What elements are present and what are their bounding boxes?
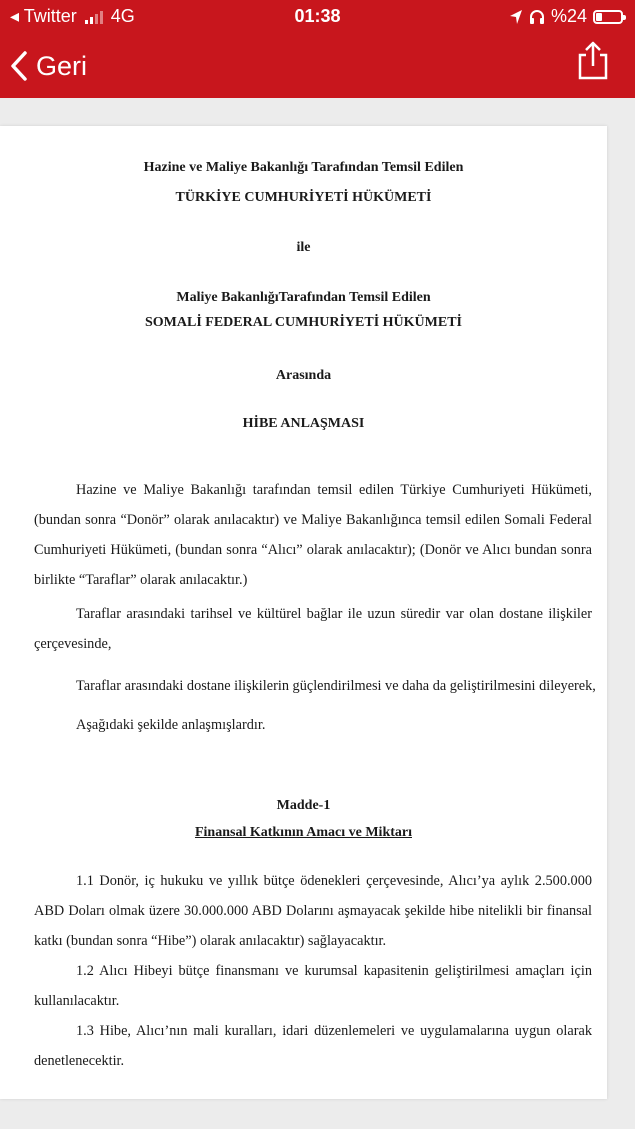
preamble-p1-line-4: birlikte “Taraflar” olarak anılacaktır.): [34, 572, 248, 588]
headphones-icon: [529, 9, 545, 25]
status-bar: [0, 0, 635, 34]
clause-1-3: [34, 1016, 592, 1076]
clause-1-3-line-1: 1.3 Hibe, Alıcı’nın mali kuralları, idari düzenlemeleri ve uygulamalarına uygun olarak: [76, 1023, 592, 1039]
app-top-bar: [0, 0, 635, 98]
clause-1-2: [34, 956, 592, 1016]
network-type: 4G: [110, 6, 135, 26]
article-subtitle: Finansal Katkının Amacı ve Miktarı: [194, 825, 412, 840]
preamble-paragraph-4: [34, 710, 592, 740]
clause-1-2-line-1: 1.2 Alıcı Hibeyi bütçe finansmanı ve kurumsal kapasitenin geliştirilmesi amaçları için: [76, 963, 592, 979]
preamble-paragraph-3: [34, 671, 596, 701]
carrier-back-link[interactable]: ◂ Twitter: [10, 6, 77, 26]
status-right: [509, 6, 623, 27]
document-title: HİBE ANLAŞMASI: [242, 416, 365, 431]
chevron-left-icon: [10, 51, 28, 81]
preamble-p1-line-2: (bundan sonra “Donör” olarak anılacaktır) ve Maliye Bakanlığınca temsil edilen Somali Federal: [34, 512, 592, 528]
clause-1-1-line-1: 1.1 Donör, iç hukuku ve yıllık bütçe ödenekleri çerçevesinde, Alıcı’ya aylık 2.500.000: [76, 873, 592, 889]
document-page: [0, 126, 607, 1099]
preamble-paragraph-2: [34, 599, 592, 659]
preamble-p1-line-3: Cumhuriyeti Hükümeti, (bundan sonra “Alıcı” olarak anılacaktır); (Donör ve Alıcı bundan sonra: [34, 542, 592, 558]
clause-1-1: [34, 866, 592, 956]
location-arrow-icon: [509, 9, 523, 25]
clause-1-1-line-3: katkı (bundan sonra “Hibe”) olarak anılacaktır) sağlayacaktır.: [34, 933, 387, 949]
header-line-5: SOMALİ FEDERAL CUMHURİYETİ HÜKÜMETİ: [145, 315, 462, 330]
battery-icon: [593, 10, 623, 24]
back-button[interactable]: [10, 44, 87, 88]
clause-1-2-line-2: kullanılacaktır.: [34, 993, 120, 1009]
preamble-p2-line-2: çerçevesinde,: [34, 636, 112, 652]
share-icon[interactable]: [575, 40, 611, 80]
header-line-1: Hazine ve Maliye Bakanlığı Tarafından Temsil Edilen: [143, 160, 464, 175]
header-line-6: Arasında: [275, 368, 332, 383]
preamble-p2-line-1: Taraflar arasındaki tarihsel ve kültürel bağlar ile uzun süredir var olan dostane ilişkiler: [76, 606, 592, 622]
clause-1-1-line-2: ABD Doları olmak üzere 30.000.000 ABD Dolarını aşmayacak şekilde hibe nitelikli bir finansal: [34, 903, 592, 919]
battery-percent: %24: [550, 6, 587, 26]
status-left: [10, 6, 135, 27]
preamble-paragraph-1: [34, 475, 592, 595]
preamble-p1-line-1: Hazine ve Maliye Bakanlığı tarafından temsil edilen Türkiye Cumhuriyeti Hükümeti,: [76, 482, 592, 498]
back-label: Geri: [36, 50, 88, 81]
header-line-3: ile: [296, 240, 311, 255]
signal-bars-icon: [85, 10, 103, 24]
status-time: 01:38: [294, 6, 341, 26]
article-title: Madde-1: [276, 798, 331, 813]
header-line-4: Maliye BakanlığıTarafından Temsil Edilen: [176, 290, 431, 305]
clause-1-3-line-2: denetlenecektir.: [34, 1053, 125, 1069]
preamble-p3-line: Taraflar arasındaki dostane ilişkilerin güçlendirilmesi ve daha da geliştirilmesini dileyerek,: [76, 678, 596, 694]
preamble-p4-line: Aşağıdaki şekilde anlaşmışlardır.: [76, 717, 266, 733]
battery-fill: [596, 13, 602, 21]
header-line-2: TÜRKİYE CUMHURİYETİ HÜKÜMETİ: [175, 190, 432, 205]
